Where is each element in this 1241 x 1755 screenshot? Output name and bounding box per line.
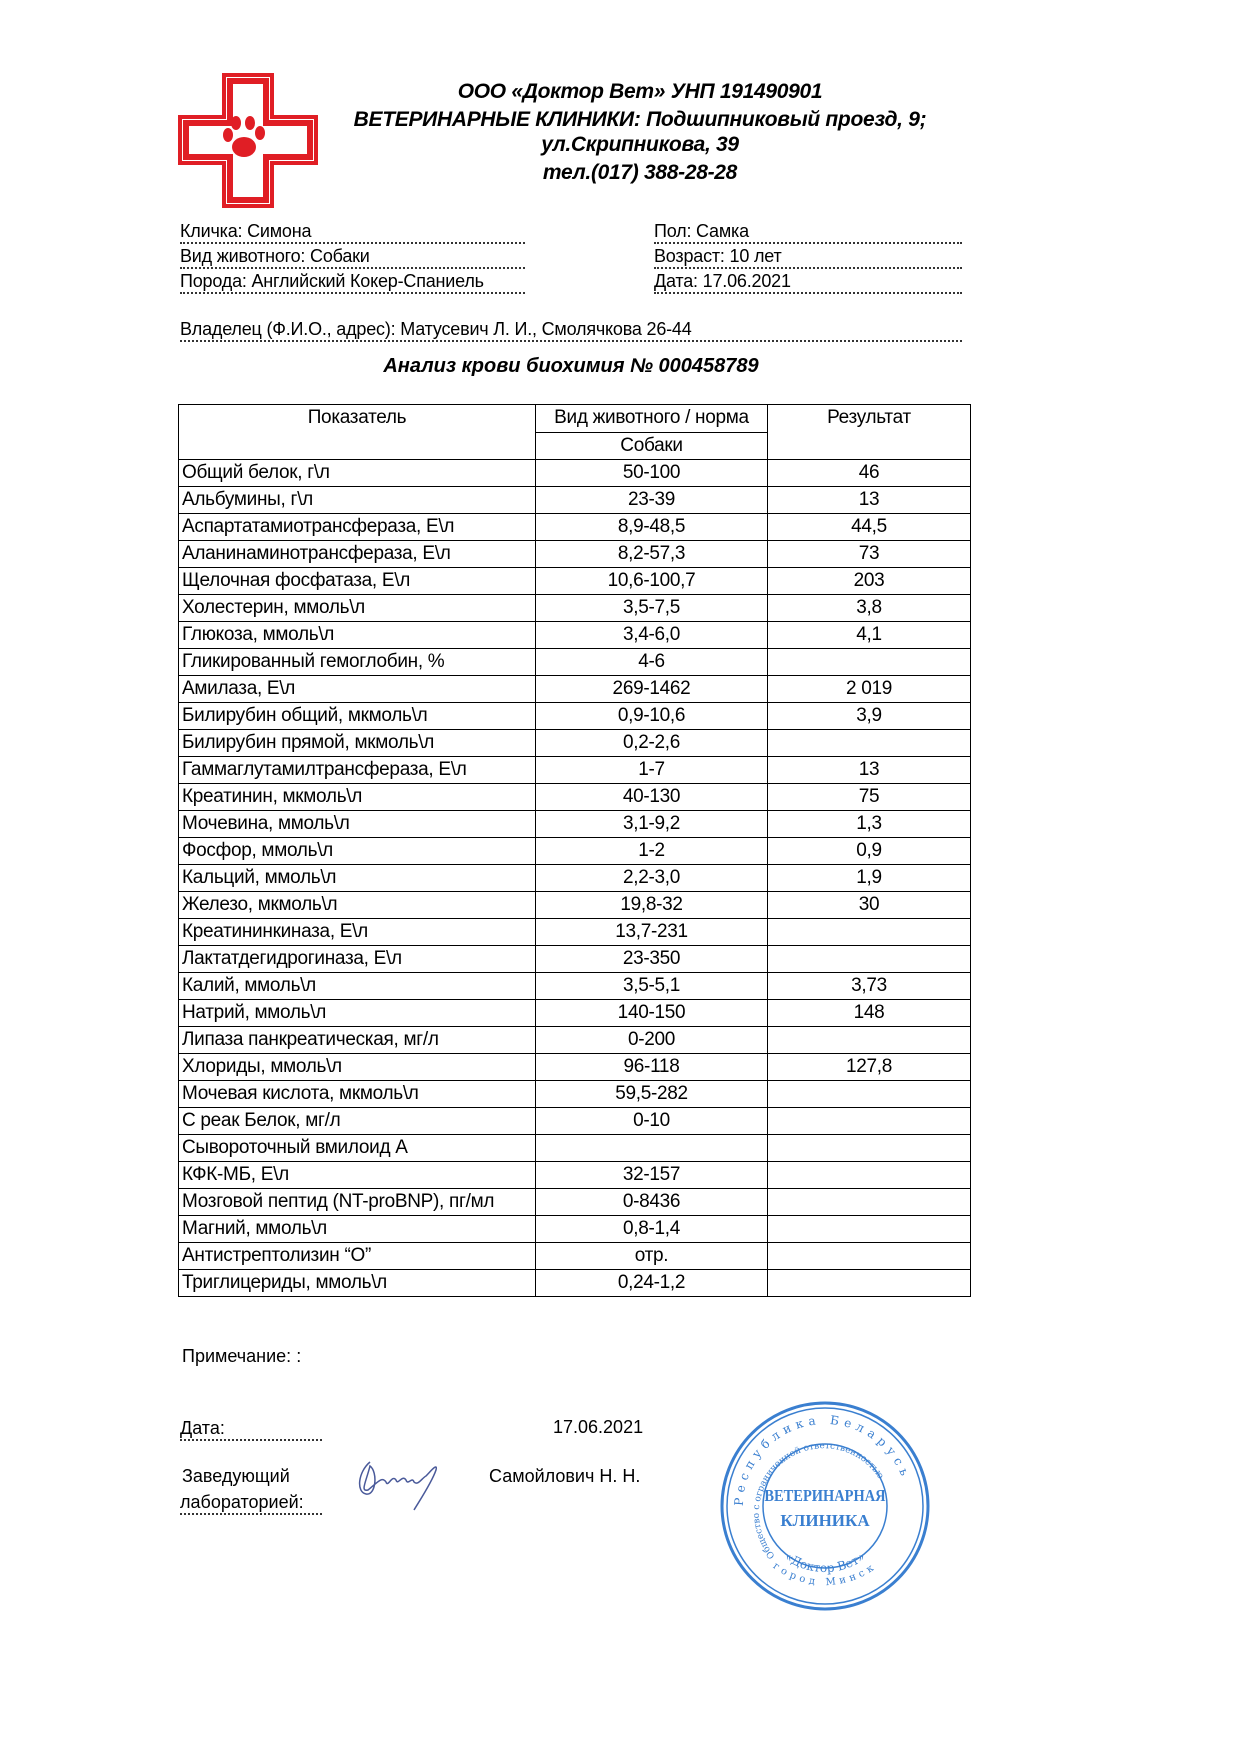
result-cell: 203	[768, 568, 971, 595]
norm-cell: 59,5-282	[536, 1081, 768, 1108]
norm-cell: 4-6	[536, 649, 768, 676]
result-cell: 127,8	[768, 1054, 971, 1081]
result-cell	[768, 1189, 971, 1216]
table-row	[179, 946, 971, 973]
result-cell	[768, 1162, 971, 1189]
clinic-stamp	[715, 1396, 935, 1616]
company-name: ООО «Доктор Вет» УНП 191490901	[457, 80, 823, 103]
result-cell: 3,8	[768, 595, 971, 622]
result-cell: 1,9	[768, 865, 971, 892]
indicator-cell: Кальций, ммоль\л	[179, 865, 536, 892]
norm-cell: отр.	[536, 1243, 768, 1270]
result-cell	[768, 1027, 971, 1054]
table-row	[179, 1135, 971, 1162]
header-norm: Вид животного / норма	[536, 405, 768, 433]
indicator-cell: Калий, ммоль\л	[179, 973, 536, 1000]
norm-cell: 3,1-9,2	[536, 811, 768, 838]
norm-cell: 1-7	[536, 757, 768, 784]
table-row	[179, 622, 971, 649]
indicator-cell: Глюкоза, ммоль\л	[179, 622, 536, 649]
indicator-cell: Антистрептолизин “О”	[179, 1243, 536, 1270]
result-cell: 3,9	[768, 703, 971, 730]
result-cell: 44,5	[768, 514, 971, 541]
result-cell: 75	[768, 784, 971, 811]
header-species: Собаки	[536, 432, 768, 460]
norm-cell: 3,5-5,1	[536, 973, 768, 1000]
indicator-cell: Хлориды, ммоль\л	[179, 1054, 536, 1081]
result-cell	[768, 1243, 971, 1270]
pet-age: Возраст: 10 лет	[654, 245, 962, 269]
clinic-address-2: ул.Скрипникова, 39	[541, 133, 739, 156]
norm-cell: 0-10	[536, 1108, 768, 1135]
pet-name: Кличка: Симона	[180, 220, 525, 244]
table-row	[179, 784, 971, 811]
indicator-cell: Билирубин общий, мкмоль\л	[179, 703, 536, 730]
date-value: 17.06.2021	[553, 1417, 644, 1437]
result-cell: 73	[768, 541, 971, 568]
red-cross-paw-icon	[178, 73, 318, 208]
table-row	[179, 1081, 971, 1108]
result-cell: 0,9	[768, 838, 971, 865]
table-row	[179, 730, 971, 757]
svg-text:КЛИНИКА: КЛИНИКА	[780, 1511, 870, 1530]
norm-cell: 0,24-1,2	[536, 1270, 768, 1297]
result-cell: 148	[768, 1000, 971, 1027]
indicator-cell: Щелочная фосфатаза, Е\л	[179, 568, 536, 595]
indicator-cell: Натрий, ммоль\л	[179, 1000, 536, 1027]
result-cell	[768, 1216, 971, 1243]
indicator-cell: Альбумины, г\л	[179, 487, 536, 514]
result-cell: 30	[768, 892, 971, 919]
table-row	[179, 1162, 971, 1189]
table-row	[179, 460, 971, 487]
norm-cell: 140-150	[536, 1000, 768, 1027]
result-cell: 13	[768, 487, 971, 514]
result-cell: 1,3	[768, 811, 971, 838]
norm-cell: 269-1462	[536, 676, 768, 703]
svg-text:«Доктор Вет»: «Доктор Вет»	[782, 1549, 868, 1576]
table-row	[179, 892, 971, 919]
table-row	[179, 595, 971, 622]
table-row	[179, 757, 971, 784]
indicator-cell: С реак Белок, мг/л	[179, 1108, 536, 1135]
owner-info: Владелец (Ф.И.О., адрес): Матусевич Л. И., Смолячкова 26-44	[180, 318, 962, 342]
table-row	[179, 514, 971, 541]
table-row	[179, 487, 971, 514]
table-row	[179, 1270, 971, 1297]
note-label: Примечание: :	[182, 1346, 302, 1366]
indicator-cell: Общий белок, г\л	[179, 460, 536, 487]
svg-text:Республика Беларусь: Республика Беларусь	[731, 1412, 914, 1507]
exam-date: Дата: 17.06.2021	[654, 270, 962, 294]
norm-cell: 0,8-1,4	[536, 1216, 768, 1243]
clinic-phone: тел.(017) 388-28-28	[542, 161, 738, 184]
indicator-cell: Мочевая кислота, мкмоль\л	[179, 1081, 536, 1108]
result-cell: 2 019	[768, 676, 971, 703]
norm-cell: 19,8-32	[536, 892, 768, 919]
table-row	[179, 1000, 971, 1027]
svg-text:Общество с ограниченной ответс: Общество с ограниченной ответственностью	[751, 1441, 886, 1561]
table-row	[179, 1243, 971, 1270]
norm-cell: 3,4-6,0	[536, 622, 768, 649]
norm-cell: 50-100	[536, 460, 768, 487]
result-cell: 4,1	[768, 622, 971, 649]
table-row	[179, 1216, 971, 1243]
table-row	[179, 865, 971, 892]
table-row	[179, 1027, 971, 1054]
norm-cell: 32-157	[536, 1162, 768, 1189]
result-cell	[768, 919, 971, 946]
result-cell	[768, 1081, 971, 1108]
table-row	[179, 1108, 971, 1135]
table-row	[179, 703, 971, 730]
head-label-1: Заведующий	[182, 1466, 290, 1486]
signature	[348, 1452, 448, 1514]
clinic-logo	[178, 73, 318, 208]
indicator-cell: Фосфор, ммоль\л	[179, 838, 536, 865]
indicator-cell: Мочевина, ммоль\л	[179, 811, 536, 838]
indicator-cell: Гаммаглутамилтрансфераза, Е\л	[179, 757, 536, 784]
table-row	[179, 1189, 971, 1216]
norm-cell: 23-39	[536, 487, 768, 514]
result-cell: 3,73	[768, 973, 971, 1000]
table-row	[179, 541, 971, 568]
norm-cell: 2,2-3,0	[536, 865, 768, 892]
head-name: Самойлович Н. Н.	[489, 1466, 641, 1486]
analysis-title: Анализ крови биохимия № 000458789	[383, 355, 759, 377]
table-row	[179, 568, 971, 595]
norm-cell: 8,2-57,3	[536, 541, 768, 568]
norm-cell: 0-8436	[536, 1189, 768, 1216]
norm-cell: 8,9-48,5	[536, 514, 768, 541]
indicator-cell: Креатининкиназа, Е\л	[179, 919, 536, 946]
indicator-cell: Мозговой пептид (NT-proBNP), пг/мл	[179, 1189, 536, 1216]
norm-cell: 0,2-2,6	[536, 730, 768, 757]
norm-cell: 10,6-100,7	[536, 568, 768, 595]
table-row	[179, 649, 971, 676]
result-cell: 46	[768, 460, 971, 487]
norm-cell: 0-200	[536, 1027, 768, 1054]
result-cell	[768, 946, 971, 973]
head-label-2: лабораторией:	[180, 1492, 322, 1515]
indicator-cell: Гликированный гемоглобин, %	[179, 649, 536, 676]
table-row	[179, 676, 971, 703]
norm-cell	[536, 1135, 768, 1162]
indicator-cell: Магний, ммоль\л	[179, 1216, 536, 1243]
result-cell	[768, 1270, 971, 1297]
indicator-cell: Триглицериды, ммоль\л	[179, 1270, 536, 1297]
indicator-cell: Креатинин, мкмоль\л	[179, 784, 536, 811]
indicator-cell: Билирубин прямой, мкмоль\л	[179, 730, 536, 757]
svg-text:город Минск: город Минск	[770, 1560, 880, 1589]
indicator-cell: Лактатдегидрогиназа, Е\л	[179, 946, 536, 973]
table-row	[179, 811, 971, 838]
norm-cell: 96-118	[536, 1054, 768, 1081]
indicator-cell: КФК-МБ, Е\л	[179, 1162, 536, 1189]
clinic-address: ВЕТЕРИНАРНЫЕ КЛИНИКИ: Подшипниковый проезд, 9;	[353, 108, 927, 131]
svg-text:ВЕТЕРИНАРНАЯ: ВЕТЕРИНАРНАЯ	[764, 1486, 886, 1506]
norm-cell: 40-130	[536, 784, 768, 811]
norm-cell: 23-350	[536, 946, 768, 973]
norm-cell: 1-2	[536, 838, 768, 865]
indicator-cell: Сывороточный вмилоид А	[179, 1135, 536, 1162]
result-cell	[768, 1108, 971, 1135]
norm-cell: 13,7-231	[536, 919, 768, 946]
header-result: Результат	[768, 405, 971, 460]
result-cell	[768, 649, 971, 676]
result-cell	[768, 1135, 971, 1162]
pet-species: Вид животного: Собаки	[180, 245, 525, 269]
result-cell	[768, 730, 971, 757]
table-row	[179, 838, 971, 865]
header-indicator: Показатель	[179, 405, 536, 460]
indicator-cell: Аланинаминотрансфераза, Е\л	[179, 541, 536, 568]
table-row	[179, 919, 971, 946]
norm-cell: 0,9-10,6	[536, 703, 768, 730]
results-table	[178, 404, 971, 1297]
indicator-cell: Аспартатамиотрансфераза, Е\л	[179, 514, 536, 541]
table-row	[179, 973, 971, 1000]
pet-sex: Пол: Самка	[654, 220, 962, 244]
indicator-cell: Железо, мкмоль\л	[179, 892, 536, 919]
date-label: Дата:	[180, 1418, 322, 1441]
indicator-cell: Амилаза, Е\л	[179, 676, 536, 703]
pet-breed: Порода: Английский Кокер-Спаниель	[180, 270, 525, 294]
indicator-cell: Холестерин, ммоль\л	[179, 595, 536, 622]
table-row	[179, 1054, 971, 1081]
norm-cell: 3,5-7,5	[536, 595, 768, 622]
indicator-cell: Липаза панкреатическая, мг/л	[179, 1027, 536, 1054]
result-cell: 13	[768, 757, 971, 784]
